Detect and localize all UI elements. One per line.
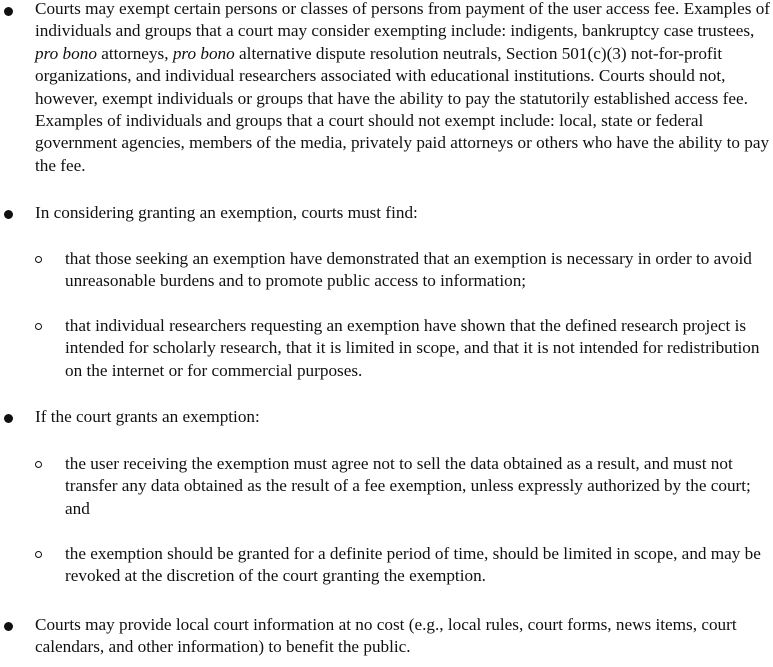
- paragraph: If the court grants an exemption:: [35, 407, 260, 426]
- italic-text: pro bono: [35, 43, 97, 63]
- text-segment: attorneys,: [96, 43, 173, 63]
- paragraph: that those seeking an exemption have demonstrated that an exemption is necessary in order to avoid unreasonable burdens and to promote public access to information;: [65, 249, 752, 291]
- paragraph: the exemption should be granted for a definite period of time, should be limited in scope, and may be revoked at the discretion of the court granting the exemption.: [65, 544, 761, 586]
- paragraph: [35, 0, 770, 177]
- bullet-icon: [4, 414, 13, 423]
- bullet-icon: [4, 7, 13, 16]
- paragraph: In considering granting an exemption, courts must find:: [35, 203, 418, 222]
- circle-bullet-icon: [35, 256, 42, 263]
- list-item-researcher-finding: [65, 315, 765, 382]
- list-item-necessity-finding: [65, 248, 765, 293]
- circle-bullet-icon: [35, 461, 42, 468]
- list-item-no-resale: [65, 453, 765, 520]
- list-item-court-grants: [35, 406, 770, 428]
- bullet-icon: [4, 622, 13, 631]
- list-item-definite-period: [65, 543, 765, 588]
- list-item-exemption-policy: [35, 0, 770, 177]
- circle-bullet-icon: [35, 551, 42, 558]
- text-segment: Courts may exempt certain persons or classes of persons from payment of the user access fee. Examples of individuals and groups that a court may consider exempting include: indigents, bankruptcy case trustees,: [35, 0, 771, 41]
- circle-bullet-icon: [35, 323, 42, 330]
- bullet-icon: [4, 210, 13, 219]
- paragraph: that individual researchers requesting an exemption have shown that the defined research project is intended for scholarly research, that it is limited in scope, and that it is not intended for redistribution on the internet or for commercial purposes.: [65, 316, 760, 380]
- text-segment: alternative dispute resolution neutrals, Section 501(c)(3) not-for-profit organizations, and individual researchers associated with educational institutions. Courts should not, however, exempt individuals or groups that have the ability to pay the statutorily established access fee. Examples of individuals and groups that a court should not exempt include: local, state or federal government agencies, members of the media, privately paid attorneys or others who have the ability to pay the fee.: [35, 43, 770, 175]
- list-item-local-info: [35, 614, 770, 659]
- paragraph: Courts may provide local court information at no cost (e.g., local rules, court forms, news items, court calendars, and other information) to benefit the public.: [35, 615, 737, 657]
- list-item-considering-exemption: [35, 202, 770, 224]
- italic-text: pro bono: [172, 43, 235, 63]
- paragraph: the user receiving the exemption must agree not to sell the data obtained as a result, and must not transfer any data obtained as the result of a fee exemption, unless expressly authorized by the court; and: [65, 454, 751, 518]
